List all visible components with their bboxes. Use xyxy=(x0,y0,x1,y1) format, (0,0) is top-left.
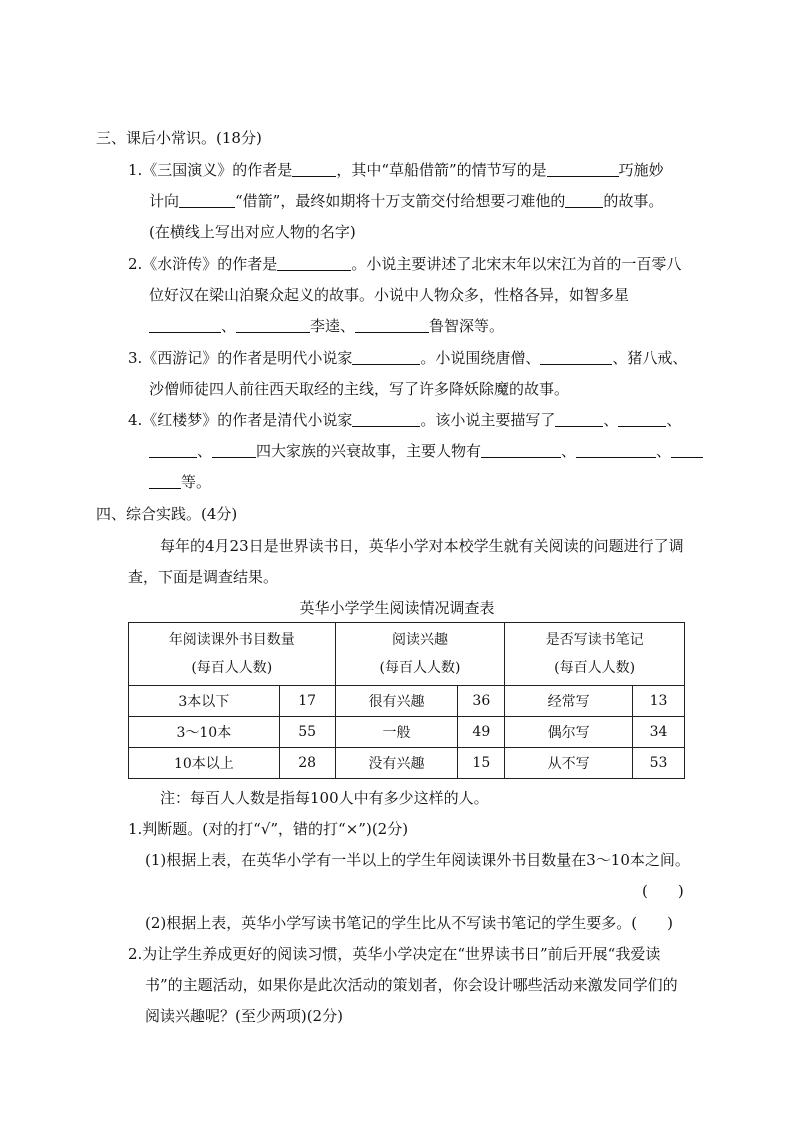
answer-blank[interactable] xyxy=(277,255,351,271)
text: 3.《西游记》的作者是明代小说家 xyxy=(128,349,353,367)
table-cell: 从不写 xyxy=(505,748,633,779)
answer-blank[interactable] xyxy=(540,349,612,365)
header-sub: (每百人人数) xyxy=(379,660,461,676)
text: ，其中“草船借箭”的情节写的是 xyxy=(336,161,547,179)
text: 、猪八戒、 xyxy=(612,349,688,367)
table-cell: 36 xyxy=(458,686,505,717)
question-1-line-1 xyxy=(128,160,664,180)
judgement-item-1-answer[interactable]: ( ) xyxy=(642,882,684,900)
question-4-line-1 xyxy=(128,410,681,430)
text: 、 xyxy=(221,317,237,335)
answer-blank[interactable] xyxy=(618,411,666,427)
text: 李逵、 xyxy=(310,317,356,335)
table-cell: 55 xyxy=(279,717,335,748)
answer-blank[interactable] xyxy=(212,442,256,458)
table-cell: 经常写 xyxy=(505,686,633,717)
table-header-row xyxy=(129,623,685,686)
answer-blank[interactable] xyxy=(236,317,310,333)
header-books-count xyxy=(129,623,336,686)
question-2-line-1 xyxy=(128,254,681,274)
table-row xyxy=(129,686,685,717)
answer-blank[interactable] xyxy=(292,161,336,177)
header-reading-interest xyxy=(335,623,505,686)
table-cell: 34 xyxy=(633,717,685,748)
table-cell: 偶尔写 xyxy=(505,717,633,748)
table-caption: 英华小学学生阅读情况调查表 xyxy=(299,599,495,617)
text: 的故事。 xyxy=(603,192,664,210)
header-title: 年阅读课外书目数量 xyxy=(168,632,295,648)
answer-blank[interactable] xyxy=(352,411,420,427)
table-cell: 49 xyxy=(458,717,505,748)
table-cell: 53 xyxy=(633,748,685,779)
activity-question-line-2: 书”的主题活动，如果你是此次活动的策划者，你会设计哪些活动来激发同学们的 xyxy=(145,976,678,994)
question-2-line-3 xyxy=(149,316,504,336)
text: 计向 xyxy=(149,192,180,210)
answer-blank[interactable] xyxy=(149,442,197,458)
question-1-instruction: (在横线上写出对应人物的名字) xyxy=(149,223,356,241)
activity-question-line-1: 2.为让学生养成更好的阅读习惯，英华小学决定在“世界读书日”前后开展“我爱读 xyxy=(128,945,661,963)
answer-blank[interactable] xyxy=(547,161,619,177)
text: 。小说主要讲述了北宋末年以宋江为首的一百零八 xyxy=(351,255,682,273)
text: 。该小说主要描写了 xyxy=(420,411,556,429)
judgement-item-1: (1)根据上表，在英华小学有一半以上的学生年阅读课外书目数量在3～10本之间。 xyxy=(145,851,690,869)
text: 巧施妙 xyxy=(618,161,664,179)
text: 、 xyxy=(603,411,619,429)
answer-blank[interactable] xyxy=(352,349,420,365)
reading-survey-table xyxy=(128,622,685,779)
intro-line-1: 每年的4月23日是世界读书日，英华小学对本校学生就有关阅读的问题进行了调 xyxy=(160,537,684,555)
text: 2.《水浒传》的作者是 xyxy=(128,255,278,273)
text: “借箭”，最终如期将十万支箭交付给想要刁难他的 xyxy=(235,192,566,210)
answer-blank[interactable] xyxy=(565,192,603,208)
table-note: 注：每百人人数是指每100人中有多少这样的人。 xyxy=(160,789,489,807)
answer-blank[interactable] xyxy=(481,442,561,458)
question-2-line-2: 位好汉在梁山泊聚众起义的故事。小说中人物众多，性格各异，如智多星 xyxy=(149,286,630,304)
header-title: 是否写读书笔记 xyxy=(545,632,644,648)
activity-question-line-3: 阅读兴趣呢？(至少两项)(2分) xyxy=(145,1007,343,1025)
table-cell: 很有兴趣 xyxy=(335,686,458,717)
text: 等。 xyxy=(181,473,212,491)
intro-line-2: 查，下面是调查结果。 xyxy=(128,568,279,586)
table-cell: 17 xyxy=(279,686,335,717)
table-cell: 15 xyxy=(458,748,505,779)
text: 四大家族的兴衰故事，主要人物有 xyxy=(256,442,482,460)
text: 鲁智深等。 xyxy=(429,317,505,335)
question-4-line-2 xyxy=(149,441,703,461)
table-cell: 3～10本 xyxy=(129,717,280,748)
answer-blank[interactable] xyxy=(555,411,603,427)
judgement-heading: 1.判断题。(对的打“√”，错的打“×”)(2分) xyxy=(128,820,409,838)
table-cell: 没有兴趣 xyxy=(335,748,458,779)
answer-blank[interactable] xyxy=(576,442,656,458)
text: 1.《三国演义》的作者是 xyxy=(128,161,293,179)
text: 4.《红楼梦》的作者是清代小说家 xyxy=(128,411,353,429)
table-cell: 28 xyxy=(279,748,335,779)
header-sub: (每百人人数) xyxy=(554,660,636,676)
header-sub: (每百人人数) xyxy=(191,660,273,676)
answer-blank[interactable] xyxy=(149,473,181,489)
answer-blank[interactable] xyxy=(671,442,703,458)
table-row xyxy=(129,748,685,779)
question-4-line-3 xyxy=(149,472,211,492)
answer-blank[interactable] xyxy=(355,317,429,333)
text: 。小说围绕唐僧、 xyxy=(420,349,541,367)
table-cell: 10本以上 xyxy=(129,748,280,779)
question-3-line-1 xyxy=(128,348,687,368)
answer-blank[interactable] xyxy=(179,192,235,208)
question-1-line-2 xyxy=(149,191,663,211)
table-cell: 13 xyxy=(633,686,685,717)
table-cell: 3本以下 xyxy=(129,686,280,717)
header-title: 阅读兴趣 xyxy=(391,632,448,648)
text: 、 xyxy=(197,442,213,460)
judgement-item-2: (2)根据上表，英华小学写读书笔记的学生比从不写读书笔记的学生要多。( ) xyxy=(145,914,673,932)
text: 、 xyxy=(656,442,672,460)
section-four-heading: 四、综合实践。(4分) xyxy=(96,505,238,523)
header-reading-notes xyxy=(505,623,685,686)
text: 、 xyxy=(561,442,577,460)
text: 、 xyxy=(666,411,682,429)
section-three-heading: 三、课后小常识。(18分) xyxy=(96,129,262,147)
question-3-line-2: 沙僧师徒四人前往西天取经的主线，写了许多降妖除魔的故事。 xyxy=(149,380,570,398)
answer-blank[interactable] xyxy=(149,317,221,333)
table-row xyxy=(129,717,685,748)
table-cell: 一般 xyxy=(335,717,458,748)
